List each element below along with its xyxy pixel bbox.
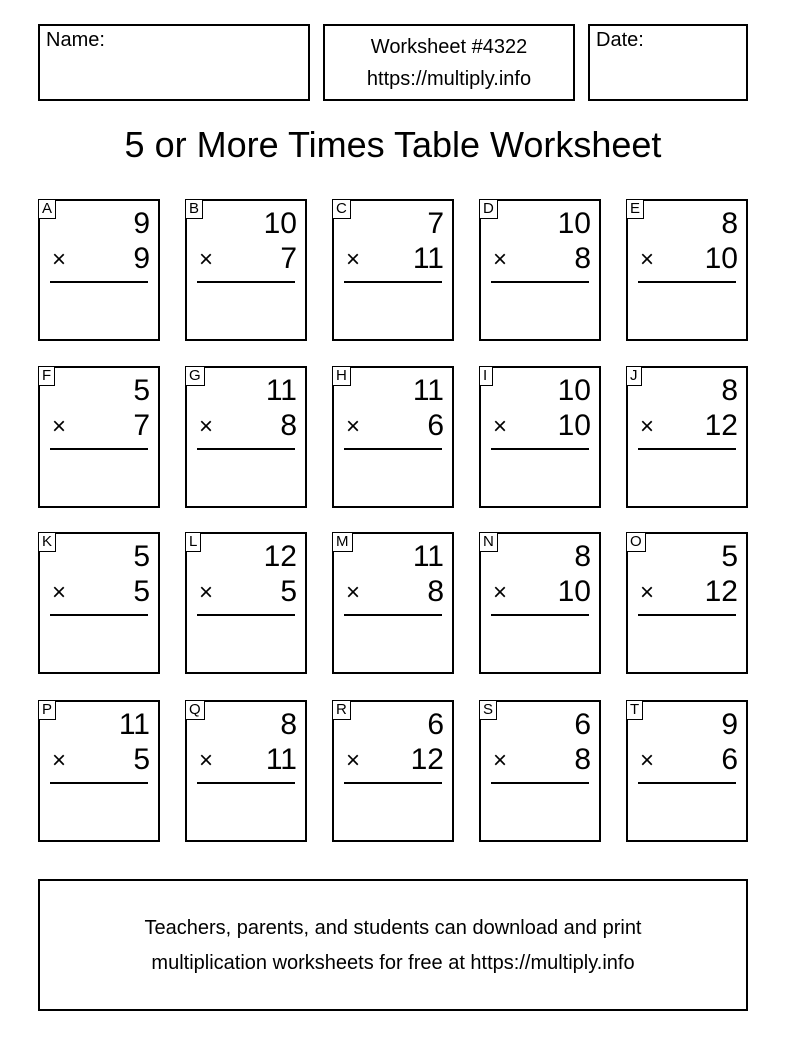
- answer-line: [50, 614, 148, 616]
- problem-box[interactable]: [185, 700, 307, 842]
- problem-box[interactable]: [38, 199, 160, 341]
- answer-line: [197, 614, 295, 616]
- problem-letter: M: [332, 532, 353, 552]
- problem-letter: S: [479, 700, 497, 720]
- multiply-sign: ×: [52, 579, 67, 606]
- multiplier: 5: [133, 575, 150, 608]
- problem-box[interactable]: [38, 532, 160, 674]
- multiplier: 12: [704, 409, 738, 442]
- multiplicand: 5: [133, 540, 150, 573]
- multiplicand: 10: [557, 207, 591, 240]
- problem-letter: L: [185, 532, 201, 552]
- answer-line: [197, 281, 295, 283]
- answer-line: [344, 782, 442, 784]
- multiplier: 5: [133, 743, 150, 776]
- multiplicand: 5: [133, 374, 150, 407]
- multiply-sign: ×: [493, 413, 508, 440]
- multiplier: 11: [412, 242, 444, 275]
- multiply-sign: ×: [199, 579, 214, 606]
- answer-line: [491, 614, 589, 616]
- answer-line: [491, 448, 589, 450]
- problem-letter: B: [185, 199, 203, 219]
- problem-box[interactable]: [626, 366, 748, 508]
- multiplier: 7: [280, 242, 297, 275]
- worksheet-info-box: [323, 24, 575, 101]
- answer-line: [50, 281, 148, 283]
- problem-letter: K: [38, 532, 56, 552]
- answer-line: [491, 281, 589, 283]
- multiply-sign: ×: [346, 246, 361, 273]
- problem-letter: H: [332, 366, 351, 386]
- multiplicand: 10: [263, 207, 297, 240]
- multiplier: 8: [574, 242, 591, 275]
- date-label: Date:: [596, 29, 644, 51]
- multiplicand: 8: [721, 207, 738, 240]
- multiplier: 12: [410, 743, 444, 776]
- multiplier: 5: [280, 575, 297, 608]
- problem-box[interactable]: [332, 532, 454, 674]
- problem-letter: E: [626, 199, 644, 219]
- multiplicand: 10: [557, 374, 591, 407]
- multiplicand: 11: [265, 374, 297, 407]
- worksheet-number: Worksheet #4322: [370, 36, 528, 58]
- multiplier: 6: [427, 409, 444, 442]
- problem-box[interactable]: [332, 700, 454, 842]
- problem-box[interactable]: [38, 700, 160, 842]
- answer-line: [344, 448, 442, 450]
- multiplier: 8: [280, 409, 297, 442]
- answer-line: [638, 782, 736, 784]
- problem-box[interactable]: [185, 199, 307, 341]
- answer-line: [50, 782, 148, 784]
- problem-letter: T: [626, 700, 643, 720]
- problem-letter: J: [626, 366, 642, 386]
- problem-letter: Q: [185, 700, 205, 720]
- problem-letter: I: [479, 366, 493, 386]
- multiplicand: 11: [412, 374, 444, 407]
- answer-line: [50, 448, 148, 450]
- multiplicand: 11: [118, 708, 150, 741]
- multiply-sign: ×: [52, 413, 67, 440]
- multiply-sign: ×: [640, 246, 655, 273]
- problem-box[interactable]: [479, 700, 601, 842]
- multiplicand: 6: [574, 708, 591, 741]
- multiplicand: 5: [721, 540, 738, 573]
- answer-line: [491, 782, 589, 784]
- problem-box[interactable]: [479, 532, 601, 674]
- footer-box: [38, 879, 748, 1011]
- multiplicand: 12: [263, 540, 297, 573]
- problem-box[interactable]: [626, 532, 748, 674]
- problem-letter: P: [38, 700, 56, 720]
- multiplier: 10: [557, 409, 591, 442]
- date-field[interactable]: [588, 24, 748, 101]
- problem-letter: R: [332, 700, 351, 720]
- multiply-sign: ×: [640, 413, 655, 440]
- multiplicand: 8: [721, 374, 738, 407]
- multiply-sign: ×: [346, 413, 361, 440]
- answer-line: [638, 448, 736, 450]
- multiplicand: 9: [133, 207, 150, 240]
- problem-box[interactable]: [332, 199, 454, 341]
- multiply-sign: ×: [52, 747, 67, 774]
- problem-box[interactable]: [185, 532, 307, 674]
- problem-letter: A: [38, 199, 56, 219]
- answer-line: [344, 614, 442, 616]
- problem-box[interactable]: [38, 366, 160, 508]
- multiplier: 11: [265, 743, 297, 776]
- multiplier: 9: [133, 242, 150, 275]
- footer-line-1: Teachers, parents, and students can download and print: [144, 917, 642, 939]
- name-field[interactable]: [38, 24, 310, 101]
- problem-letter: F: [38, 366, 55, 386]
- problem-box[interactable]: [626, 700, 748, 842]
- problem-box[interactable]: [332, 366, 454, 508]
- multiply-sign: ×: [52, 246, 67, 273]
- multiplicand: 6: [427, 708, 444, 741]
- multiply-sign: ×: [640, 579, 655, 606]
- footer-line-2: multiplication worksheets for free at https://multiply.info: [151, 952, 635, 974]
- multiply-sign: ×: [640, 747, 655, 774]
- multiplier: 6: [721, 743, 738, 776]
- multiply-sign: ×: [199, 246, 214, 273]
- multiply-sign: ×: [493, 747, 508, 774]
- problem-box[interactable]: [479, 199, 601, 341]
- answer-line: [197, 448, 295, 450]
- answer-line: [344, 281, 442, 283]
- multiplicand: 8: [280, 708, 297, 741]
- problem-letter: O: [626, 532, 646, 552]
- multiply-sign: ×: [346, 579, 361, 606]
- worksheet-url: https://multiply.info: [366, 68, 532, 90]
- multiplicand: 7: [427, 207, 444, 240]
- page-title: 5 or More Times Table Worksheet: [124, 124, 662, 165]
- multiplicand: 11: [412, 540, 444, 573]
- answer-line: [638, 281, 736, 283]
- name-label: Name:: [46, 29, 105, 51]
- problem-box[interactable]: [185, 366, 307, 508]
- multiply-sign: ×: [346, 747, 361, 774]
- answer-line: [638, 614, 736, 616]
- problem-letter: C: [332, 199, 351, 219]
- multiplier: 7: [133, 409, 150, 442]
- problem-box[interactable]: [626, 199, 748, 341]
- multiply-sign: ×: [493, 246, 508, 273]
- multiply-sign: ×: [493, 579, 508, 606]
- multiplicand: 8: [574, 540, 591, 573]
- problem-letter: N: [479, 532, 498, 552]
- multiplier: 10: [704, 242, 738, 275]
- problem-box[interactable]: [479, 366, 601, 508]
- multiply-sign: ×: [199, 747, 214, 774]
- multiplier: 12: [704, 575, 738, 608]
- multiplicand: 9: [721, 708, 738, 741]
- multiplier: 10: [557, 575, 591, 608]
- problem-letter: G: [185, 366, 205, 386]
- problem-letter: D: [479, 199, 498, 219]
- answer-line: [197, 782, 295, 784]
- multiply-sign: ×: [199, 413, 214, 440]
- multiplier: 8: [574, 743, 591, 776]
- multiplier: 8: [427, 575, 444, 608]
